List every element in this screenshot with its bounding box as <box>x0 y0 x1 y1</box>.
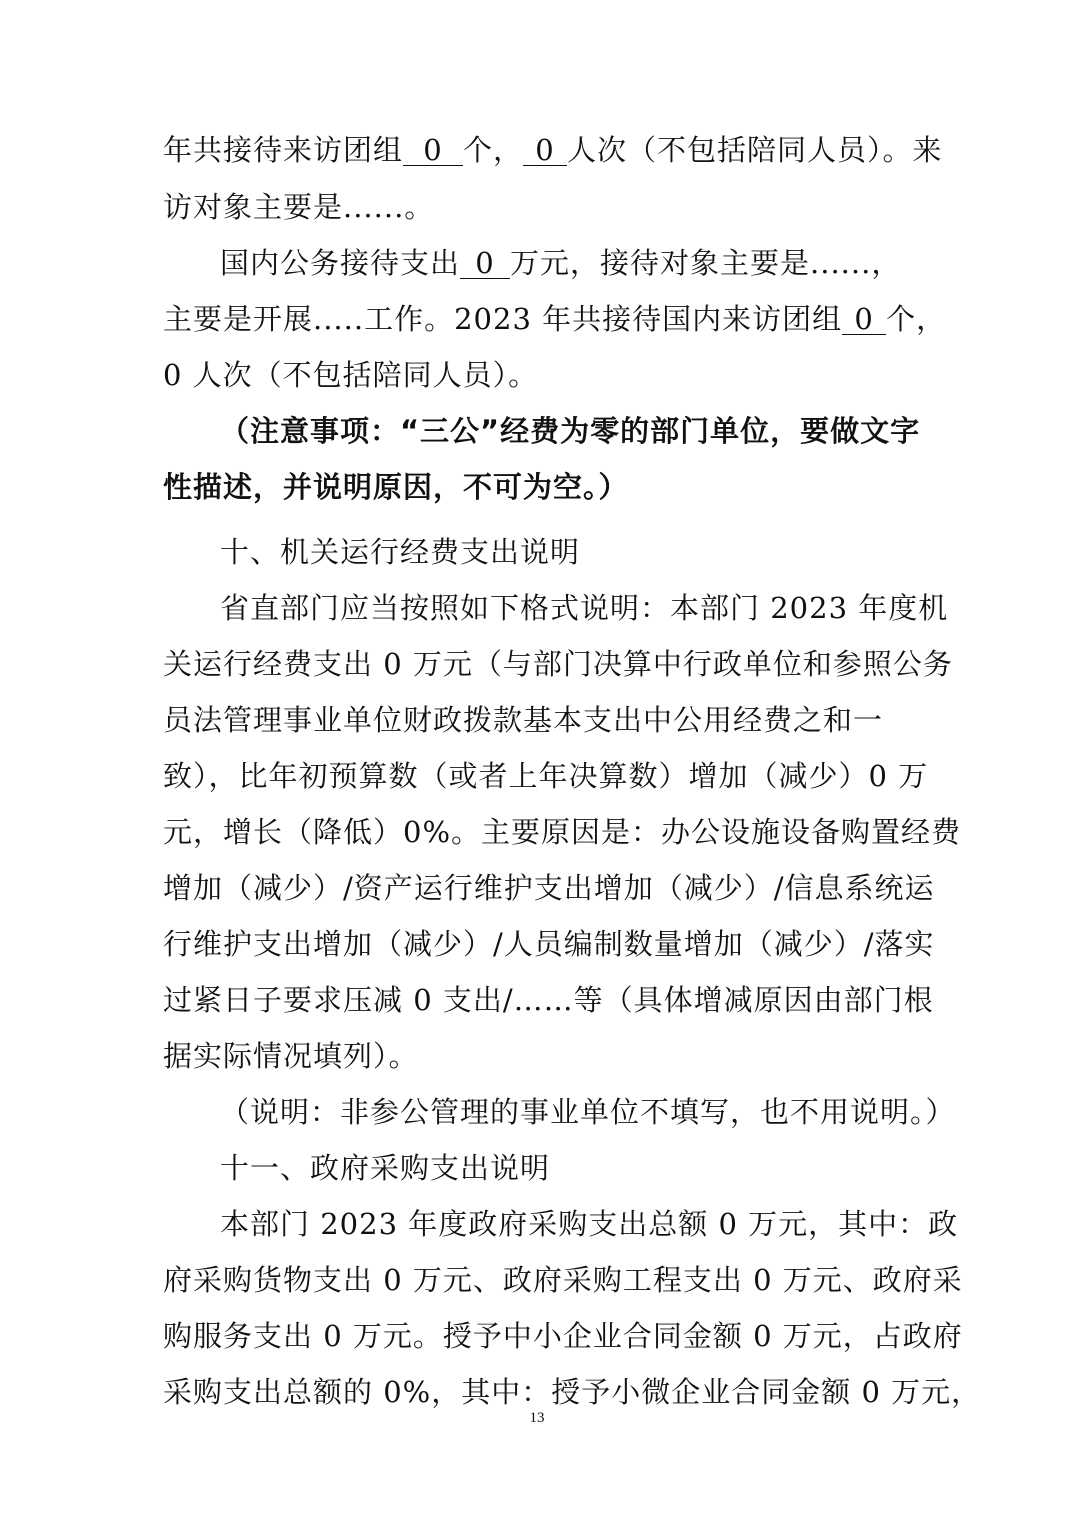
text-run: 万元，接待对象主要是......， <box>510 246 902 280</box>
paragraph-line: 致），比年初预算数（或者上年决算数）增加（减少）0 万 <box>163 759 929 793</box>
note-line: （注意事项：“三公”经费为零的部门单位，要做文字 <box>220 414 921 448</box>
paragraph-line: 关运行经费支出 0 万元（与部门决算中行政单位和参照公务 <box>163 647 953 681</box>
paragraph-line: 府采购货物支出 0 万元、政府采购工程支出 0 万元、政府采 <box>163 1263 963 1297</box>
paragraph-line: 访对象主要是......。 <box>163 190 435 224</box>
filled-blank: 0 <box>460 248 510 279</box>
text-run: 主要是开展.....工作。2023 年共接待国内来访团组 <box>163 302 843 336</box>
section-heading: 十、机关运行经费支出说明 <box>220 535 581 569</box>
paragraph-line: 购服务支出 0 万元。授予中小企业合同金额 0 万元，占政府 <box>163 1319 963 1353</box>
paragraph-line: 据实际情况填列）。 <box>163 1039 419 1073</box>
filled-blank: 0 <box>842 304 886 335</box>
paragraph-line: 省直部门应当按照如下格式说明：本部门 2023 年度机 <box>220 591 949 625</box>
paragraph-line: 过紧日子要求压减 0 支出/……等（具体增减原因由部门根 <box>163 983 934 1017</box>
paragraph-line <box>163 130 943 170</box>
paragraph-line: 元，增长（降低）0%。主要原因是：办公设施设备购置经费 <box>163 815 962 849</box>
page-number: 13 <box>529 1410 545 1426</box>
text-run: 个， <box>886 302 947 336</box>
remark-line: （说明：非参公管理的事业单位不填写，也不用说明。） <box>220 1095 956 1129</box>
paragraph-line: 本部门 2023 年度政府采购支出总额 0 万元，其中：政 <box>220 1207 959 1241</box>
text-run: 年共接待来访团组 <box>163 133 404 167</box>
paragraph-line <box>220 243 913 283</box>
text-run: 国内公务接待支出 <box>220 246 461 280</box>
filled-blank: 0 <box>523 135 567 166</box>
note-line: 性描述，并说明原因，不可为空。） <box>163 470 629 504</box>
section-heading: 十一、政府采购支出说明 <box>220 1151 551 1185</box>
paragraph-line: 员法管理事业单位财政拨款基本支出中公用经费之和一 <box>163 703 884 737</box>
paragraph-line: 行维护支出增加（减少）/人员编制数量增加（减少）/落实 <box>163 927 935 961</box>
text-run: 个， <box>463 133 524 167</box>
text-run: 人次（不包括陪同人员）。来 <box>567 133 943 167</box>
filled-blank: 0 <box>403 135 463 166</box>
paragraph-line <box>163 299 947 339</box>
paragraph-line: 0 人次（不包括陪同人员）。 <box>163 358 539 392</box>
paragraph-line: 增加（减少）/资产运行维护支出增加（减少）/信息系统运 <box>163 871 935 905</box>
paragraph-line: 采购支出总额的 0%，其中：授予小微企业合同金额 0 万元， <box>163 1375 982 1409</box>
